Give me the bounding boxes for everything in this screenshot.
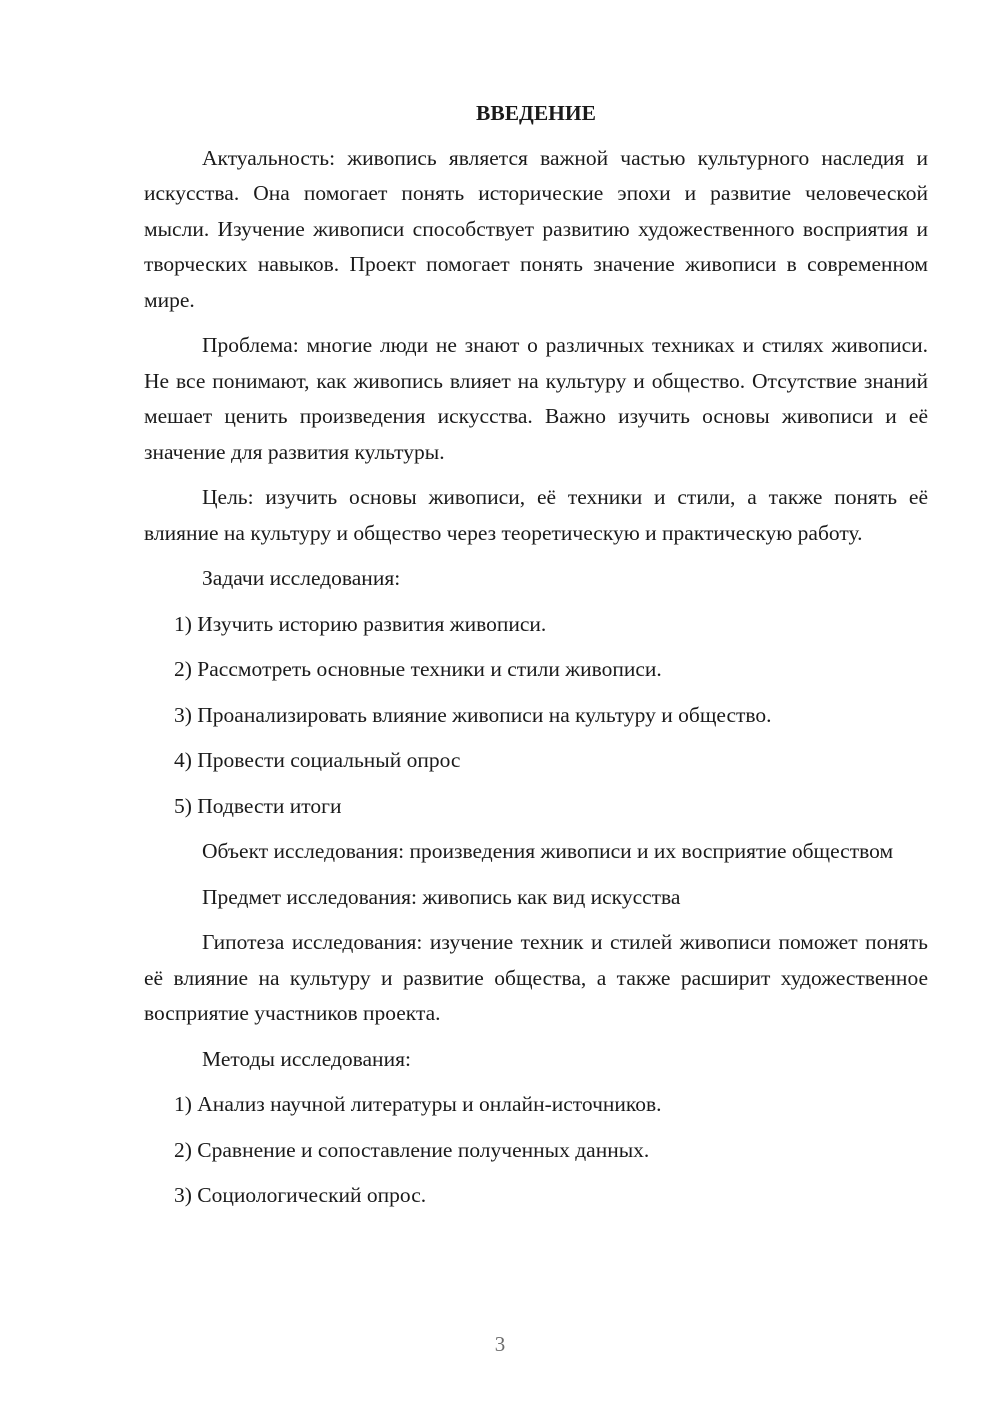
section-title: ВВЕДЕНИЕ: [476, 101, 596, 125]
page-number: 3: [494, 1332, 506, 1356]
list-item: 1) Анализ научной литературы и онлайн-источников.: [174, 1092, 662, 1116]
document-page: [144, 96, 928, 1224]
hypothesis-paragraph: Гипотеза исследования: изучение техник и стилей живописи поможет понять её влияние на культуру и развитие общества, а также расширит художественное восприятие участников проекта.: [144, 930, 928, 1025]
methods-heading: Методы исследования:: [202, 1046, 411, 1071]
list-item: 3) Проанализировать влияние живописи на культуру и общество.: [174, 702, 772, 727]
tasks-list: [144, 607, 928, 825]
tasks-heading: Задачи исследования:: [202, 566, 401, 590]
subject-paragraph: Предмет исследования: живопись как вид искусства: [202, 884, 681, 909]
list-item: 1) Изучить историю развития живописи.: [174, 611, 547, 636]
list-item: 5) Подвести итоги: [174, 793, 342, 818]
methods-list: [144, 1087, 928, 1214]
list-item: 2) Рассмотреть основные техники и стили живописи.: [174, 657, 662, 681]
object-paragraph: Объект исследования: произведения живописи и их восприятие обществом: [202, 839, 894, 863]
problem-paragraph: Проблема: многие люди не знают о различных техниках и стилях живописи. Не все понимают, как живопись влияет на культуру и общество. Отсутствие знаний мешает ценить произведения искусства. Важно изучить основы живописи и её значение для развития культуры.: [144, 333, 928, 464]
goal-paragraph: Цель: изучить основы живописи, её техники и стили, а также понять её влияние на культуру и общество через теоретическую и практическую работу.: [144, 485, 928, 545]
list-item: 3) Социологический опрос.: [174, 1183, 427, 1207]
list-item: 2) Сравнение и сопоставление полученных данных.: [174, 1137, 650, 1162]
relevance-paragraph: Актуальность: живопись является важной частью культурного наследия и искусства. Она помогает понять исторические эпохи и развитие человеческой мысли. Изучение живописи способствует развитию художественного восприятия и творческих навыков. Проект помогает понять значение живописи в современном мире.: [144, 145, 928, 312]
list-item: 4) Провести социальный опрос: [174, 748, 461, 772]
